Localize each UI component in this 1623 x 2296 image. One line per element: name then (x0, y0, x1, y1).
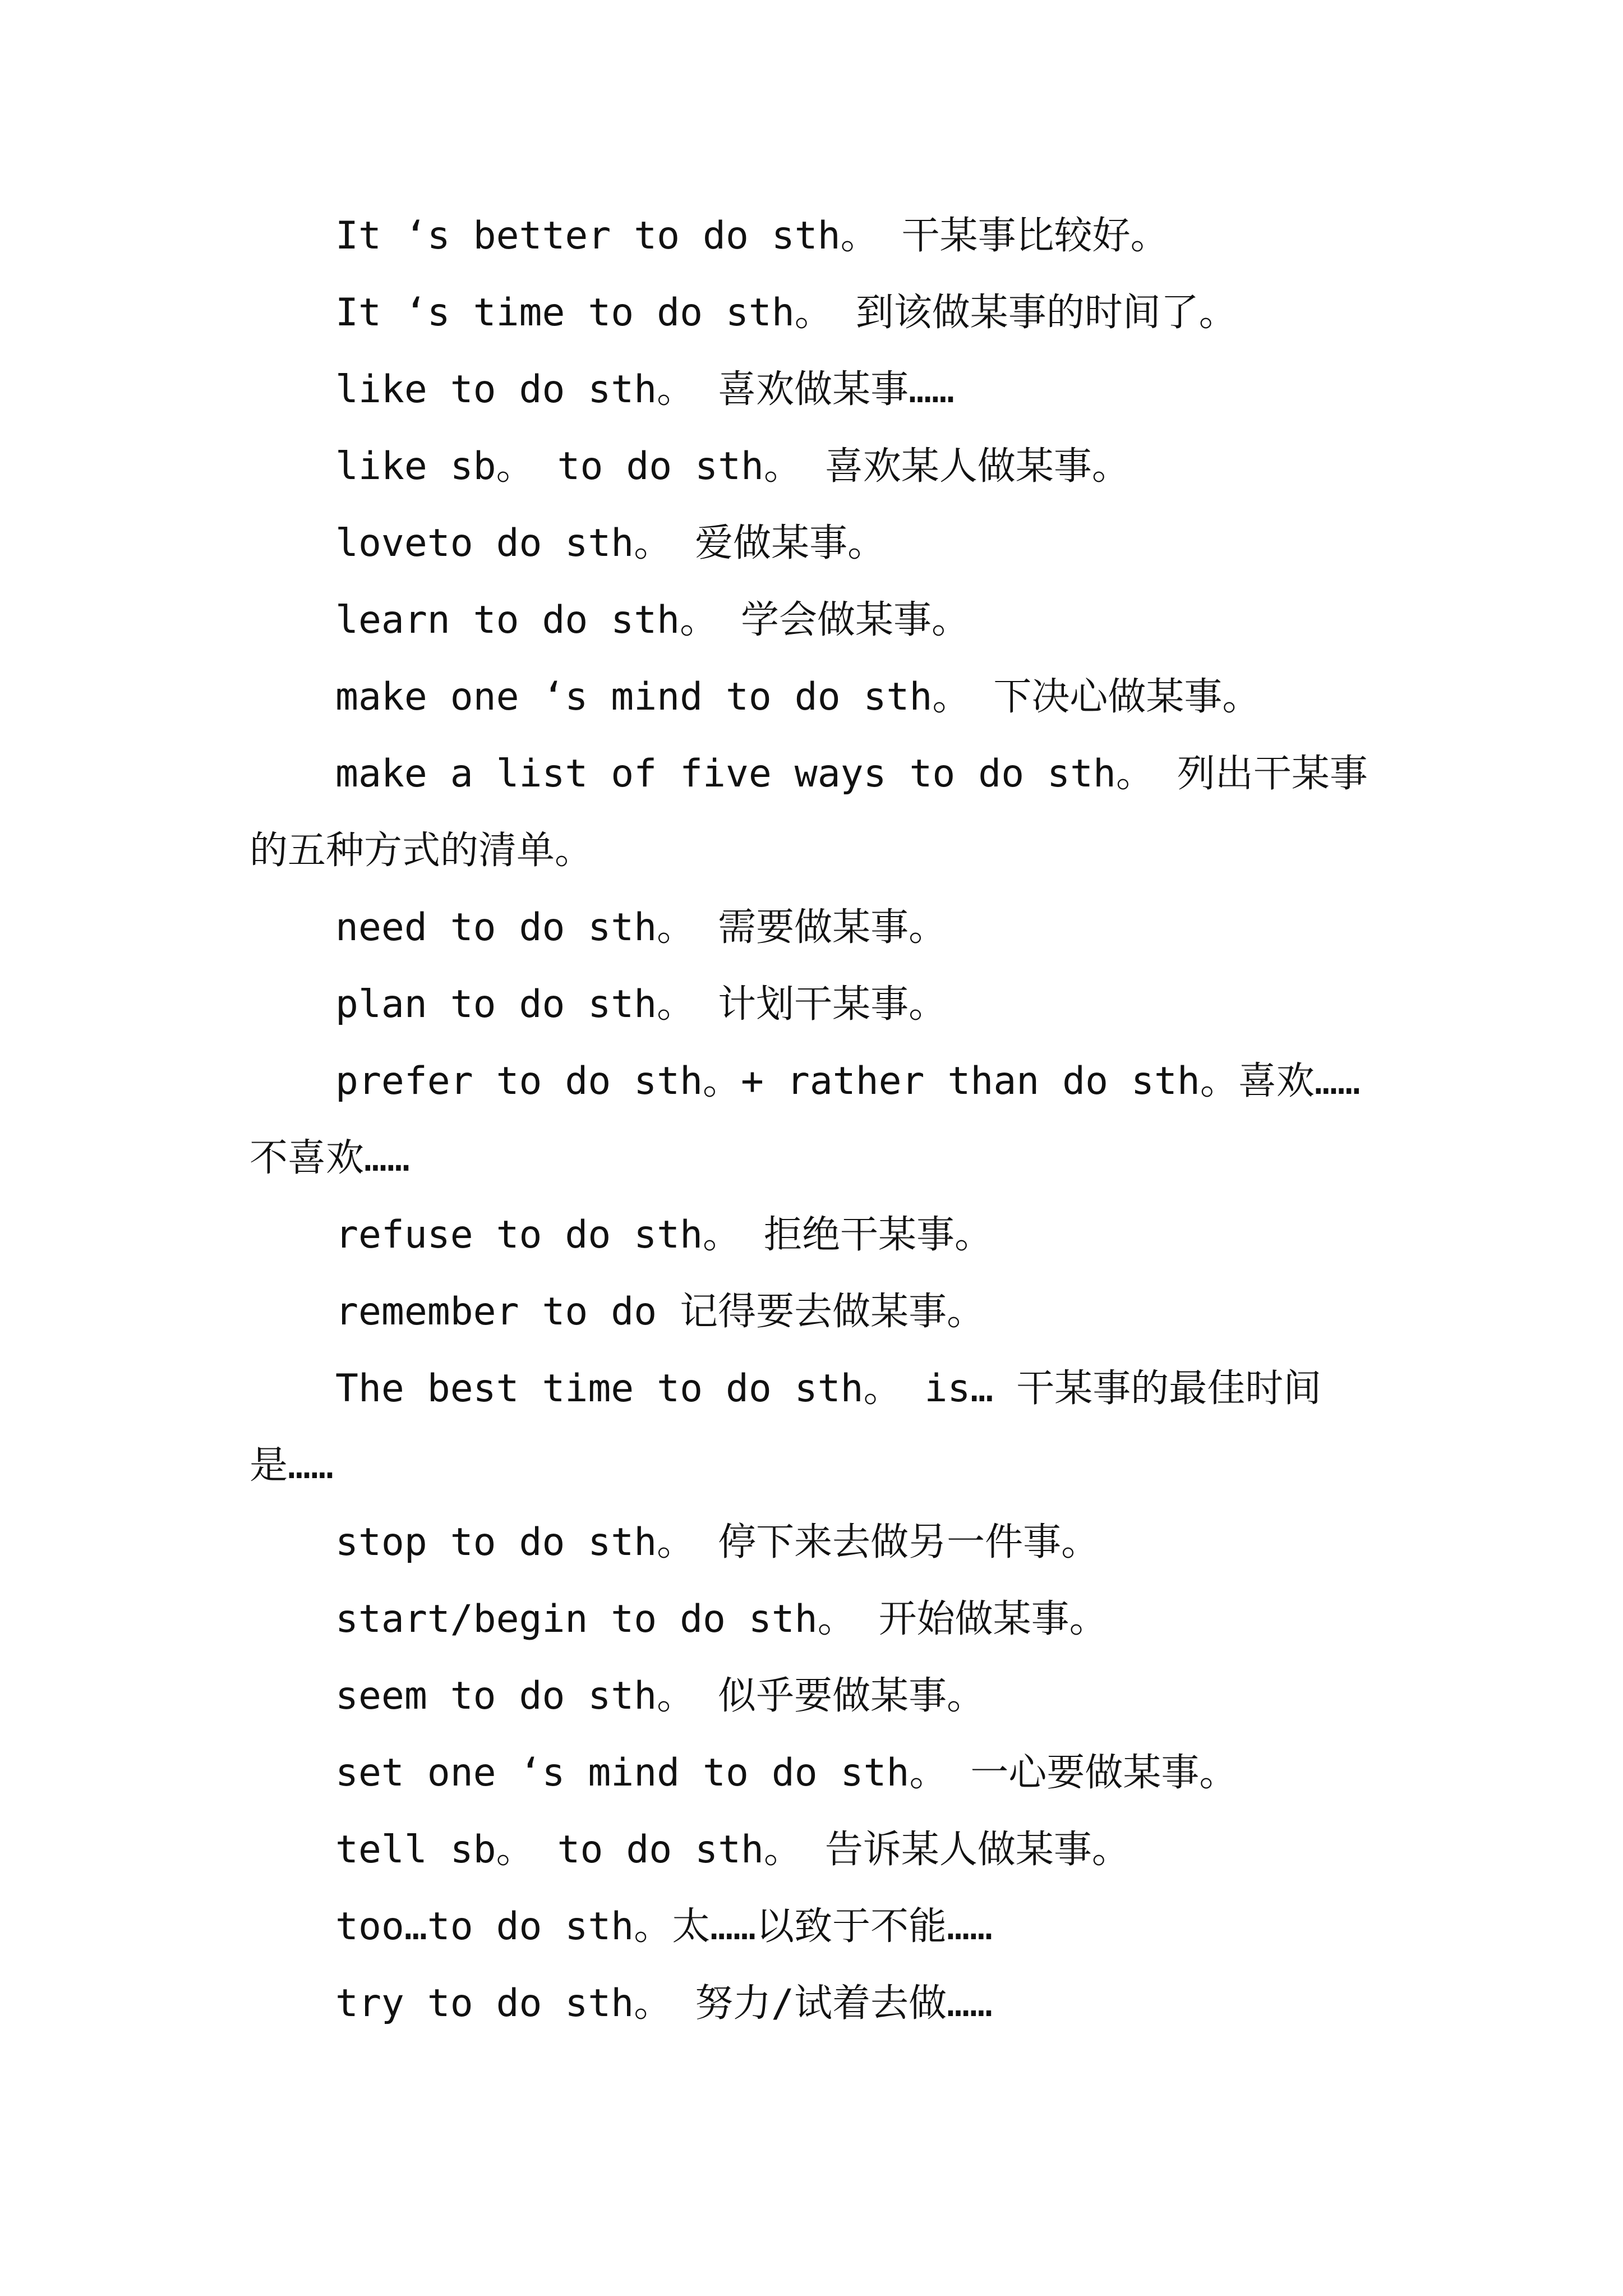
phrase-line: remember to do 记得要去做某事。 (335, 1290, 985, 1334)
phrase-line: tell sb。 to do sth。 告诉某人做某事。 (335, 1828, 1130, 1872)
phrase-line: too…to do sth。太……以致于不能…… (335, 1904, 993, 1949)
phrase-line: try to do sth。 努力/试着去做…… (335, 1981, 993, 2026)
phrase-list (250, 197, 1394, 2042)
phrase-line: make a list of five ways to do sth。 列出干某事的五种方式的清单。 (250, 752, 1368, 873)
phrase-line: seem to do sth。 似乎要做某事。 (335, 1674, 985, 1718)
phrase-line: refuse to do sth。 拒绝干某事。 (335, 1213, 993, 1257)
phrase-line: It ‘s time to do sth。 到该做某事的时间了。 (335, 291, 1237, 335)
phrase-line: stop to do sth。 停下来去做另一件事。 (335, 1520, 1100, 1565)
phrase-line: The best time to do sth。 is… 干某事的最佳时间是…… (250, 1366, 1322, 1488)
phrase-line: make one ‘s mind to do sth。 下决心做某事。 (335, 675, 1261, 719)
phrase-line: learn to do sth。 学会做某事。 (335, 598, 970, 642)
phrase-line: need to do sth。 需要做某事。 (335, 905, 947, 950)
phrase-line: start/begin to do sth。 开始做某事。 (335, 1597, 1108, 1641)
phrase-line: It ‘s better to do sth。 干某事比较好。 (335, 214, 1169, 258)
phrase-line: set one ‘s mind to do sth。 一心要做某事。 (335, 1751, 1238, 1795)
phrase-line: loveto do sth。 爱做某事。 (335, 521, 886, 565)
phrase-line: prefer to do sth。+ rather than do sth。喜欢……不喜欢…… (250, 1059, 1361, 1180)
phrase-line: plan to do sth。 计划干某事。 (335, 982, 947, 1027)
phrase-line: like to do sth。 喜欢做某事…… (335, 367, 955, 412)
phrase-line: like sb。 to do sth。 喜欢某人做某事。 (335, 444, 1130, 489)
